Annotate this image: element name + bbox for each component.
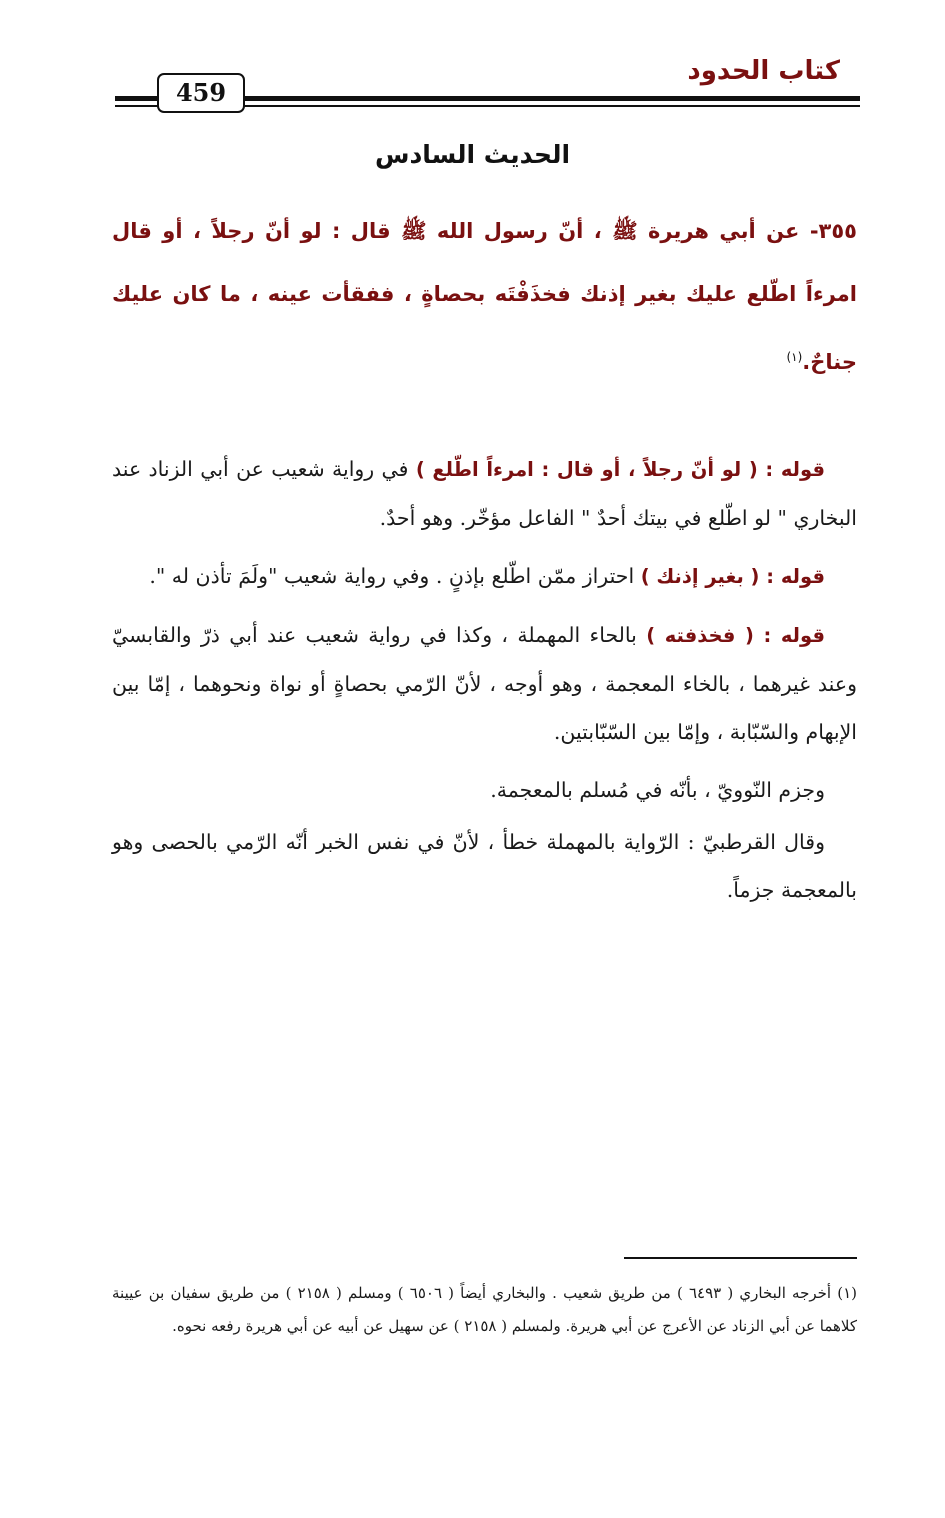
commentary-text: في رواية شعيب عن أبي الزناد عند البخاري " لو اطّلع في بيتك أحدٌ " الفاعل مؤخّر. وهو أحدٌ. [112,457,857,530]
hadith-text: ٣٥٥- عن أبي هريرة ﷺ ، أنّ رسول الله ﷺ قال : لو أنّ رجلاً ، أو قال امرءاً اطّلع عليك بغير إذنك فخذَفْتَه بحصاةٍ ، ففقأت عينه ، ما كان عليك جناحٌ. [112,219,857,374]
commentary-paragraph: وجزم النّوويّ ، بأنّه في مُسلم بالمعجمة. [490,778,825,802]
commentary-paragraph: وقال القرطبيّ : الرّواية بالمهملة خطأ ، لأنّ في نفس الخبر أنّه الرّمي بالحصى وهو بالمعجمة جزماً. [112,830,857,902]
hadith-heading: الحديث السادس [374,140,571,169]
commentary-paragraph [112,445,857,542]
footnote-separator [624,1257,857,1259]
commentary-text: احتراز ممّن اطّلع بإذنٍ . وفي رواية شعيب "ولَمَ تأذن له ". [149,564,641,588]
commentary-paragraph [112,552,857,601]
footnote-marker[interactable]: (١) [786,350,803,364]
commentary-paragraph [112,611,857,756]
page-header [0,50,945,120]
book-title: كتاب الحدود [687,56,840,86]
footnotes [112,1277,857,1343]
footnote: (١) أخرجه البخاري ( ٦٤٩٣ ) من طريق شعيب . والبخاري أيضاً ( ٦٥٠٦ ) ومسلم ( ٢١٥٨ ) من طريق سفيان بن عيينة كلاهما عن أبي الزناد عن الأعرج عن أبي هريرة. ولمسلم ( ٢١٥٨ ) عن سهيل عن أبيه عن أبي هريرة رفعه نحوه. [112,1284,858,1335]
commentary-text: بالحاء المهملة ، وكذا في رواية شعيب عند أبي ذرّ والقابسيّ وعند غيرهما ، بالخاء المعجمة ، وهو أوجه ، لأنّ الرّمي بحصاةٍ أو نواة ونحوهما ، إمّا بين الإبهام والسّبّابة ، وإمّا بين السّبّابتين. [112,623,857,744]
page-number: 459 [157,73,245,113]
commentary-keyword: قوله : ( لو أنّ رجلاً ، أو قال : امرءاً اطّلع ) [415,458,825,481]
commentary-keyword: قوله : ( بغير إذنك ) [640,565,825,588]
commentary-keyword: قوله : ( فخذفته ) [646,624,825,647]
hadith-text-block [112,200,857,394]
commentary [112,445,857,924]
